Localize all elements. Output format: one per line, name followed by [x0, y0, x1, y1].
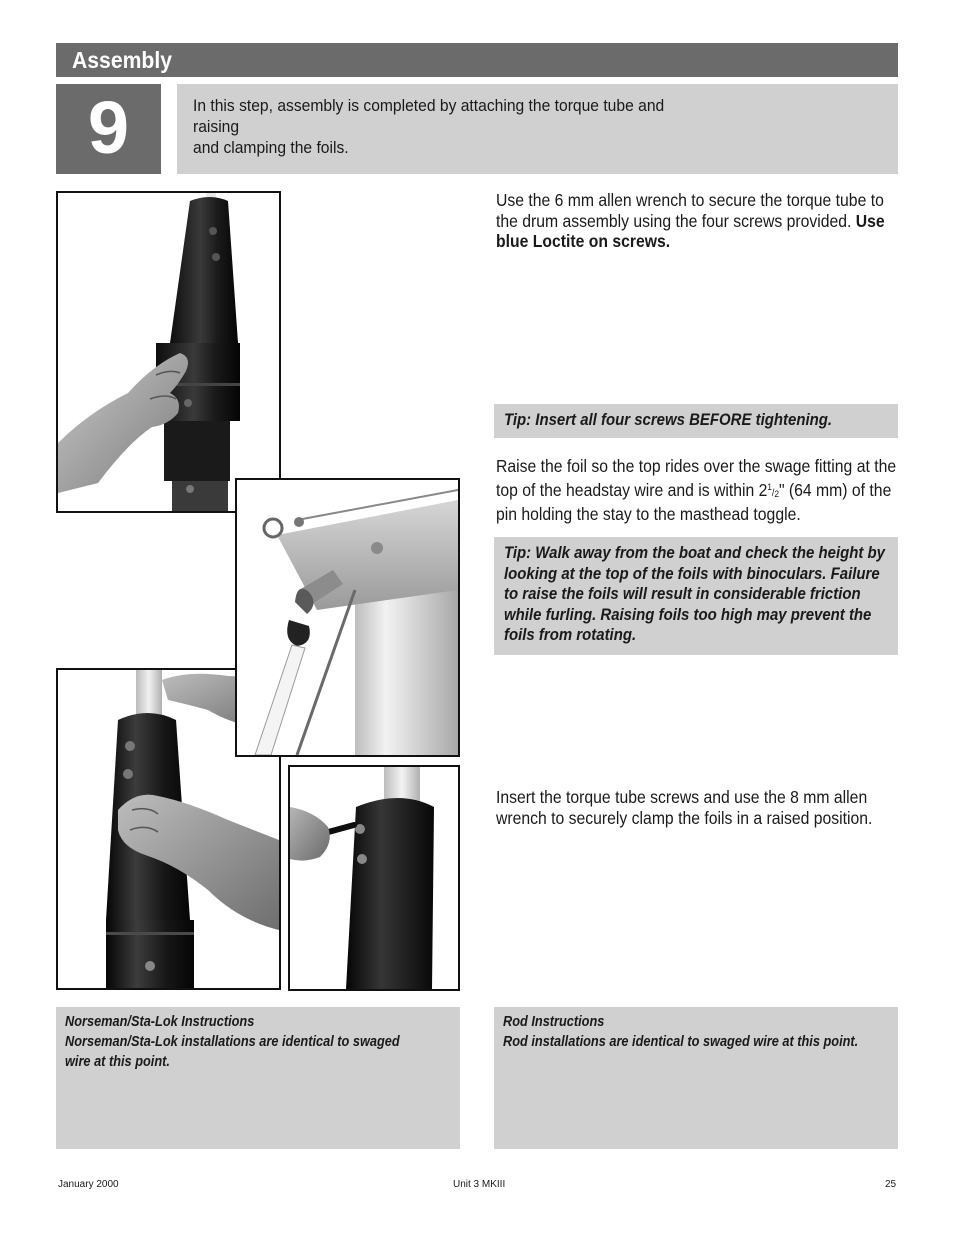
note-text [503, 1012, 890, 1052]
tip-text: Tip: Insert all four screws BEFORE tightening. [504, 410, 833, 429]
note-norseman-stalok [56, 1007, 460, 1149]
tip-box-screws [494, 404, 898, 438]
intro-line-2: and clamping the foils. [193, 138, 349, 157]
note-title: Norseman/Sta-Lok Instructions [65, 1014, 255, 1030]
instruction-clamp-foils [496, 787, 901, 828]
fraction-numerator: 1 [767, 481, 772, 492]
footer-date: January 2000 [58, 1179, 119, 1190]
tip-box-check-height [494, 537, 898, 655]
fraction-separator: / [771, 487, 775, 499]
section-title: Assembly [72, 47, 172, 73]
note-line: Rod installations are identical to swaged wire at this point. [503, 1034, 859, 1050]
instruction-text: Use the 6 mm allen wrench to secure the torque tube to the drum assembly using the four screws provided. [496, 190, 884, 231]
photo-torque-tube-attach [56, 191, 281, 513]
instruction-secure-torque-tube [496, 190, 901, 252]
note-line: wire at this point. [65, 1054, 170, 1070]
section-header-bar [56, 43, 898, 77]
photo-clamp-foils [288, 765, 460, 991]
tip-text: Tip: Walk away from the boat and check the height by looking at the top of the foils with binoculars. Failure to raise the foils will result in considerable friction while furling. Raising foils too high may prevent the foils from rotating. [504, 543, 885, 644]
instruction-text-cont: " (64 mm) of the pin holding the stay to the masthead toggle. [496, 479, 892, 524]
instruction-raise-foil [496, 456, 901, 525]
step-intro-box [177, 84, 898, 174]
fraction-denominator: 2 [774, 488, 779, 499]
note-text [65, 1012, 452, 1072]
footer-unit: Unit 3 MKIII [453, 1179, 506, 1190]
step-intro-text [193, 95, 708, 158]
instruction-text: Insert the torque tube screws and use the 8 mm allen wrench to securely clamp the foils in a raised position. [496, 787, 873, 828]
note-line: Norseman/Sta-Lok installations are identical to swaged [65, 1034, 400, 1050]
footer-page-number: 25 [885, 1179, 897, 1190]
intro-line-1: In this step, assembly is completed by attaching the torque tube and raising [193, 96, 665, 136]
note-title: Rod Instructions [503, 1014, 605, 1030]
photo-masthead-toggle [235, 478, 460, 757]
instruction-text: Raise the foil so the top rides over the swage fitting at the top of the headstay wire and is within 2 [496, 456, 897, 500]
loctite-warning: Use blue Loctite on screws. [496, 210, 885, 251]
note-rod [494, 1007, 898, 1149]
step-number: 9 [56, 84, 161, 174]
